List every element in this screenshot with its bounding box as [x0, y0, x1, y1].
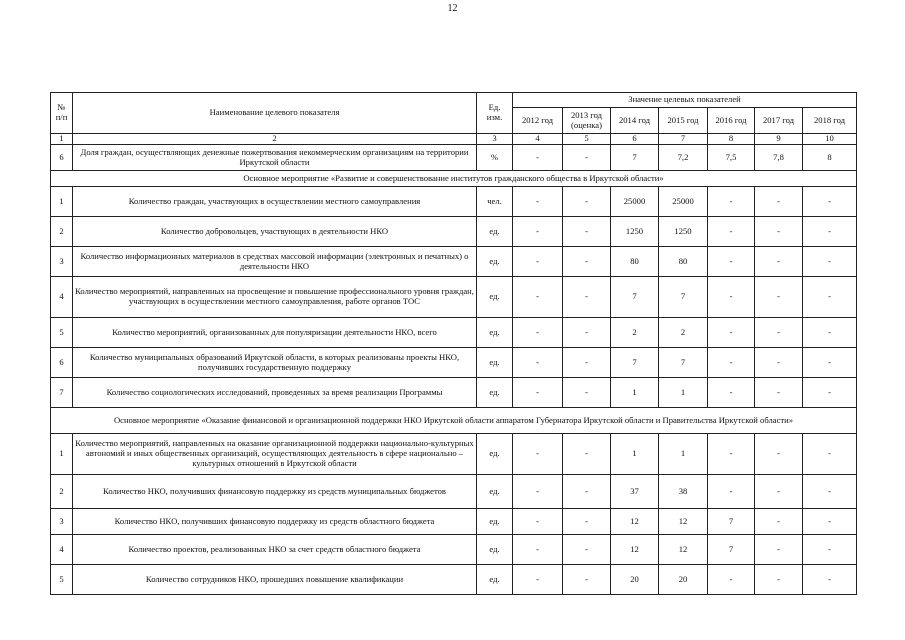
row-value: - — [563, 187, 611, 217]
row-value: - — [755, 318, 803, 348]
row-num: 2 — [51, 217, 73, 247]
row-value: - — [563, 434, 611, 475]
header-row — [51, 93, 857, 108]
row-value: 7 — [659, 277, 708, 318]
page-number: 12 — [447, 3, 458, 14]
row-value: - — [708, 378, 755, 408]
row-num: 5 — [51, 565, 73, 595]
row-unit: ед. — [477, 475, 513, 509]
header-year: 2017 год — [755, 108, 803, 134]
row-value: - — [708, 348, 755, 378]
header-num: № п/п — [51, 93, 73, 134]
row-value: - — [803, 318, 857, 348]
section-title: Основное мероприятие «Оказание финансовой и организационной поддержки НКО Иркутской области аппаратом Губернатора Иркутской области и Правительства Иркутской области» — [51, 408, 857, 434]
table-row — [51, 434, 857, 475]
row-value: 25000 — [659, 187, 708, 217]
row-value: - — [513, 277, 563, 318]
row-value: 1 — [611, 434, 659, 475]
col-number: 10 — [803, 134, 857, 145]
header-name: Наименование целевого показателя — [73, 93, 477, 134]
header-year: 2015 год — [659, 108, 708, 134]
row-value: 7 — [611, 145, 659, 171]
row-value: - — [513, 187, 563, 217]
row-name: Количество сотрудников НКО, прошедших повышение квалификации — [73, 565, 477, 595]
row-value: - — [755, 434, 803, 475]
row-name: Количество проектов, реализованных НКО за счет средств областного бюджета — [73, 535, 477, 565]
row-value: 12 — [659, 535, 708, 565]
row-name: Количество добровольцев, участвующих в деятельности НКО — [73, 217, 477, 247]
row-name: Количество граждан, участвующих в осуществлении местного самоуправления — [73, 187, 477, 217]
row-value: - — [755, 277, 803, 318]
row-value: - — [755, 378, 803, 408]
row-num: 2 — [51, 475, 73, 509]
table-row — [51, 247, 857, 277]
row-value: 8 — [803, 145, 857, 171]
row-name: Количество мероприятий, направленных на просвещение и повышение профессионального уровня граждан, участвующих в осуществлении местного самоуправления, работе органов ТОС — [73, 277, 477, 318]
row-value: - — [513, 475, 563, 509]
row-value: - — [708, 277, 755, 318]
row-value: - — [563, 277, 611, 318]
row-num: 3 — [51, 509, 73, 535]
row-num: 7 — [51, 378, 73, 408]
row-value: - — [563, 378, 611, 408]
table-row — [51, 277, 857, 318]
row-value: - — [513, 247, 563, 277]
row-value: - — [803, 348, 857, 378]
row-value: - — [513, 565, 563, 595]
row-value: - — [708, 434, 755, 475]
row-value: 1 — [659, 378, 708, 408]
row-value: - — [563, 475, 611, 509]
row-value: 1 — [611, 378, 659, 408]
row-unit: ед. — [477, 348, 513, 378]
row-value: - — [563, 247, 611, 277]
row-value: 7 — [611, 277, 659, 318]
section-row — [51, 171, 857, 187]
section-row — [51, 408, 857, 434]
row-value: - — [563, 565, 611, 595]
row-unit: ед. — [477, 535, 513, 565]
row-value: 7,2 — [659, 145, 708, 171]
row-num: 1 — [51, 434, 73, 475]
row-value: - — [803, 434, 857, 475]
row-unit: ед. — [477, 277, 513, 318]
row-unit: ед. — [477, 318, 513, 348]
col-number: 9 — [755, 134, 803, 145]
col-number: 2 — [73, 134, 477, 145]
header-unit: Ед. изм. — [477, 93, 513, 134]
row-value: 80 — [659, 247, 708, 277]
row-value: - — [563, 145, 611, 171]
row-value: - — [708, 475, 755, 509]
row-value: - — [513, 348, 563, 378]
row-value: 7 — [708, 535, 755, 565]
row-value: - — [513, 378, 563, 408]
row-unit: ед. — [477, 247, 513, 277]
table-row — [51, 509, 857, 535]
row-value: - — [755, 475, 803, 509]
row-value: - — [803, 247, 857, 277]
row-value: 80 — [611, 247, 659, 277]
row-value: - — [563, 509, 611, 535]
row-value: 12 — [659, 509, 708, 535]
row-unit: чел. — [477, 187, 513, 217]
col-number: 6 — [611, 134, 659, 145]
row-name: Доля граждан, осуществляющих денежные пожертвования некоммерческим организациям на территории Иркутской области — [73, 145, 477, 171]
row-unit: ед. — [477, 509, 513, 535]
row-value: - — [563, 217, 611, 247]
row-unit: ед. — [477, 378, 513, 408]
table-row — [51, 565, 857, 595]
row-value: 7,5 — [708, 145, 755, 171]
row-value: - — [803, 509, 857, 535]
row-unit: ед. — [477, 217, 513, 247]
row-value: - — [708, 187, 755, 217]
row-value: - — [513, 145, 563, 171]
row-value: 20 — [659, 565, 708, 595]
column-numbers-row — [51, 134, 857, 145]
row-num: 3 — [51, 247, 73, 277]
row-value: 2 — [611, 318, 659, 348]
row-name: Количество НКО, получивших финансовую поддержку из средств муниципальных бюджетов — [73, 475, 477, 509]
row-name: Количество социологических исследований, проведенных за время реализации Программы — [73, 378, 477, 408]
row-value: - — [755, 217, 803, 247]
row-num: 6 — [51, 145, 73, 171]
row-value: 12 — [611, 535, 659, 565]
table-row — [51, 475, 857, 509]
row-value: 38 — [659, 475, 708, 509]
header-values-group: Значение целевых показателей — [513, 93, 857, 108]
row-name: Количество мероприятий, организованных для популяризации деятельности НКО, всего — [73, 318, 477, 348]
row-value: - — [513, 434, 563, 475]
row-value: - — [803, 187, 857, 217]
row-value: - — [803, 378, 857, 408]
row-value: - — [803, 475, 857, 509]
row-unit: ед. — [477, 565, 513, 595]
row-value: - — [708, 565, 755, 595]
row-value: - — [563, 535, 611, 565]
table-row — [51, 535, 857, 565]
table-row — [51, 187, 857, 217]
row-value: 1250 — [659, 217, 708, 247]
row-unit: % — [477, 145, 513, 171]
col-number: 1 — [51, 134, 73, 145]
row-value: 20 — [611, 565, 659, 595]
row-unit: ед. — [477, 434, 513, 475]
row-value: - — [513, 217, 563, 247]
row-name: Количество информационных материалов в средствах массовой информации (электронных и печатных) о деятельности НКО — [73, 247, 477, 277]
row-value: - — [803, 535, 857, 565]
table-row — [51, 348, 857, 378]
row-value: 37 — [611, 475, 659, 509]
row-value: - — [755, 187, 803, 217]
header-year: 2012 год — [513, 108, 563, 134]
indicators-table — [50, 92, 857, 595]
header-year: 2018 год — [803, 108, 857, 134]
header-year: 2014 год — [611, 108, 659, 134]
row-value: - — [755, 247, 803, 277]
table-row — [51, 145, 857, 171]
section-title: Основное мероприятие «Развитие и совершенствование институтов гражданского общества в Иркутской области» — [51, 171, 857, 187]
col-number: 7 — [659, 134, 708, 145]
row-num: 4 — [51, 277, 73, 318]
col-number: 3 — [477, 134, 513, 145]
row-value: - — [755, 509, 803, 535]
row-value: - — [803, 565, 857, 595]
row-value: - — [563, 348, 611, 378]
table-row — [51, 318, 857, 348]
row-value: - — [563, 318, 611, 348]
row-value: 7,8 — [755, 145, 803, 171]
row-num: 5 — [51, 318, 73, 348]
row-value: - — [755, 565, 803, 595]
header-year: 2013 год (оценка) — [563, 108, 611, 134]
row-value: 2 — [659, 318, 708, 348]
row-name: Количество НКО, получивших финансовую поддержку из средств областного бюджета — [73, 509, 477, 535]
row-value: 7 — [659, 348, 708, 378]
col-number: 4 — [513, 134, 563, 145]
row-value: - — [513, 509, 563, 535]
row-num: 6 — [51, 348, 73, 378]
row-value: 7 — [708, 509, 755, 535]
row-value: - — [513, 535, 563, 565]
row-name: Количество муниципальных образований Иркутской области, в которых реализованы проекты НКО, получивших государственную поддержку — [73, 348, 477, 378]
row-value: 12 — [611, 509, 659, 535]
row-value: - — [755, 535, 803, 565]
row-value: - — [803, 277, 857, 318]
row-value: - — [708, 247, 755, 277]
row-value: 1250 — [611, 217, 659, 247]
row-value: 1 — [659, 434, 708, 475]
table-row — [51, 217, 857, 247]
row-value: 25000 — [611, 187, 659, 217]
col-number: 5 — [563, 134, 611, 145]
header-year: 2016 год — [708, 108, 755, 134]
row-value: - — [513, 318, 563, 348]
row-num: 4 — [51, 535, 73, 565]
row-value: - — [803, 217, 857, 247]
table-row — [51, 378, 857, 408]
row-num: 1 — [51, 187, 73, 217]
row-name: Количество мероприятий, направленных на оказание организационной поддержки национально-культурных автономий и иных общественных организаций, осуществляющих деятельность в сфере национально – культурных отношений в Иркутской области — [73, 434, 477, 475]
row-value: - — [708, 318, 755, 348]
row-value: - — [755, 348, 803, 378]
row-value: - — [708, 217, 755, 247]
col-number: 8 — [708, 134, 755, 145]
row-value: 7 — [611, 348, 659, 378]
